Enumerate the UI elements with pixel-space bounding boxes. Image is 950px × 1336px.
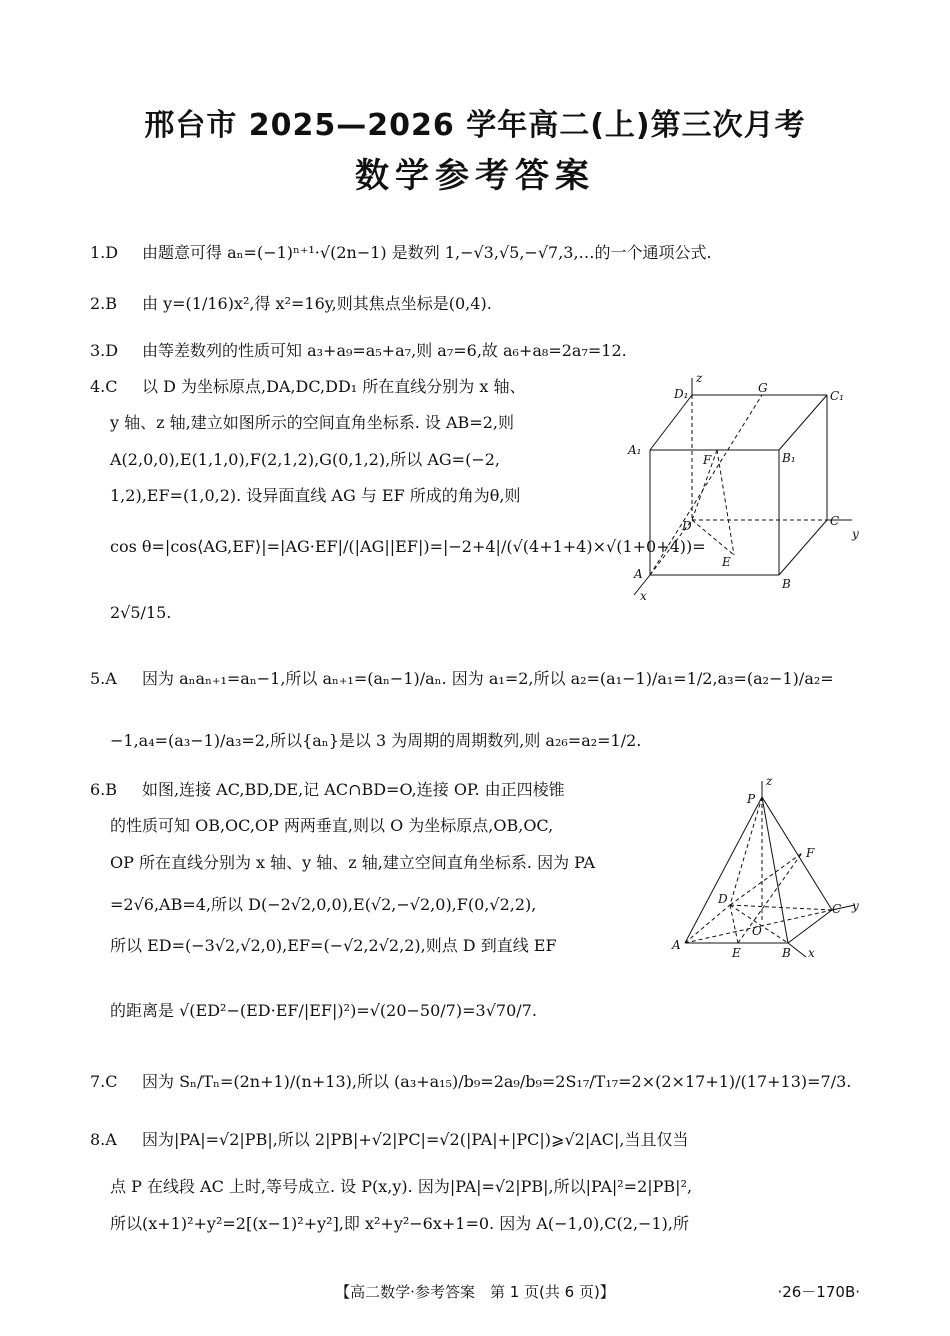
answer-6-line-5: 所以 ED=(−3√2,√2,0),EF=(−√2,2√2,2),则点 D 到直线 EF [110, 936, 557, 955]
pyramid-label: C [832, 902, 842, 916]
answer-5-line-1: 5.A 因为 aₙaₙ₊₁=aₙ−1,所以 aₙ₊₁=(aₙ−1)/aₙ. 因为 a₁=2,所以 a₂=(a₁−1)/a₁=1/2,a₃=(a₂−1)/a₂= [90, 669, 834, 688]
answer-label: 7.C [90, 1072, 118, 1091]
cube-label: G [758, 381, 768, 395]
answer-4-line-5: cos θ=|cos⟨AG,EF⟩|=|AG·EF|/(|AG||EF|)=|−2+4|/(√(4+1+4)×√(1+0+4))= [110, 537, 706, 556]
answer-6-line-1: 6.B 如图,连接 AC,BD,DE,记 AC∩BD=O,连接 OP. 由正四棱锥 [90, 780, 565, 799]
pyramid-label: E [732, 946, 741, 960]
pyramid-figure [670, 775, 870, 965]
page-title: 邢台市 2025—2026 学年高二(上)第三次月考 [144, 108, 806, 143]
answer-6-line-6: 的距离是 √(ED²−(ED·EF/|EF|)²)=√(20−50/7)=3√70/7. [110, 1001, 537, 1020]
answer-4-line-1: 4.C 以 D 为坐标原点,DA,DC,DD₁ 所在直线分别为 x 轴、 [90, 377, 526, 396]
answer-label: 1.D [90, 243, 119, 262]
answer-8-line-2: 点 P 在线段 AC 上时,等号成立. 设 P(x,y). 因为|PA|=√2|PB|,所以|PA|²=2|PB|², [110, 1177, 693, 1196]
cube-label: A₁ [628, 443, 642, 457]
answer-6-line-3: OP 所在直线分别为 x 轴、y 轴、z 轴,建立空间直角坐标系. 因为 PA [110, 853, 596, 872]
pyramid-label: O [752, 924, 762, 938]
pyramid-label: y [852, 899, 859, 913]
cube-label: D₁ [674, 387, 689, 401]
answer-7 [90, 1071, 851, 1093]
page-subtitle: 数学参考答案 [355, 156, 595, 196]
pyramid-label: x [808, 946, 815, 960]
footer-page-info: 【高二数学·参考答案 第 1 页(共 6 页)】 [335, 1283, 615, 1301]
answer-4-line-4: 1,2),EF=(1,0,2). 设异面直线 AG 与 EF 所成的角为θ,则 [110, 486, 521, 505]
cube-label: z [696, 371, 703, 385]
answer-6-line-4: =2√6,AB=4,所以 D(−2√2,0,0),E(√2,−√2,0),F(0,√2,2), [110, 895, 537, 914]
answer-label: 3.D [90, 341, 119, 360]
answer-label: 6.B [90, 780, 118, 799]
footer-code: ·26－170B· [777, 1283, 860, 1301]
cube-label: C [830, 514, 840, 528]
pyramid-label: B [782, 946, 791, 960]
answer-label: 5.A [90, 669, 117, 688]
cube-label: x [640, 589, 647, 603]
answer-text: 由等差数列的性质可知 a₃+a₉=a₅+a₇,则 a₇=6,故 a₆+a₈=2a₇=12. [142, 341, 627, 360]
answer-text: 由 y=(1/16)x²,得 x²=16y,则其焦点坐标是(0,4). [142, 294, 492, 313]
answer-label: 2.B [90, 294, 118, 313]
pyramid-label: F [806, 846, 815, 860]
answer-text: 因为 Sₙ/Tₙ=(2n+1)/(n+13),所以 (a₃+a₁₅)/b₉=2a₉/b₉=2S₁₇/T₁₇=2×(2×17+1)/(17+13)=7/3. [142, 1072, 852, 1091]
answer-text: 由题意可得 aₙ=(−1)ⁿ⁺¹·√(2n−1) 是数列 1,−√3,√5,−√7,3,…的一个通项公式. [142, 243, 712, 262]
cube-figure [622, 370, 867, 605]
answer-8-line-1: 8.A 因为|PA|=√2|PB|,所以 2|PB|+√2|PC|=√2(|PA|+|PC|)⩾√2|AC|,当且仅当 [90, 1130, 689, 1149]
answer-5-line-2: −1,a₄=(a₃−1)/a₃=2,所以{aₙ}是以 3 为周期的周期数列,则 a₂₆=a₂=1/2. [110, 731, 642, 750]
answer-3 [90, 340, 627, 362]
cube-label: F [703, 453, 712, 467]
answer-1 [90, 242, 712, 264]
cube-label: E [722, 555, 731, 569]
answer-label: 4.C [90, 377, 118, 396]
pyramid-label: D [718, 892, 728, 906]
answer-label: 8.A [90, 1130, 117, 1149]
cube-label: B [782, 577, 791, 591]
answer-6-line-2: 的性质可知 OB,OC,OP 两两垂直,则以 O 为坐标原点,OB,OC, [110, 816, 554, 835]
cube-label: B₁ [782, 451, 796, 465]
pyramid-label: A [672, 938, 681, 952]
answer-4-line-2: y 轴、z 轴,建立如图所示的空间直角坐标系. 设 AB=2,则 [110, 413, 514, 432]
answer-8-line-3: 所以(x+1)²+y²=2[(x−1)²+y²],即 x²+y²−6x+1=0. 因为 A(−1,0),C(2,−1),所 [110, 1214, 689, 1233]
cube-label: D [682, 519, 692, 533]
answer-2 [90, 293, 492, 315]
cube-label: C₁ [830, 389, 844, 403]
answer-4-line-6: 2√5/15. [110, 603, 172, 622]
answer-4-line-3: A(2,0,0),E(1,1,0),F(2,1,2),G(0,1,2),所以 AG=(−2, [110, 450, 500, 469]
cube-label: y [852, 527, 859, 541]
pyramid-label: z [766, 775, 773, 788]
pyramid-label: P [747, 792, 756, 806]
cube-label: A [634, 567, 643, 581]
